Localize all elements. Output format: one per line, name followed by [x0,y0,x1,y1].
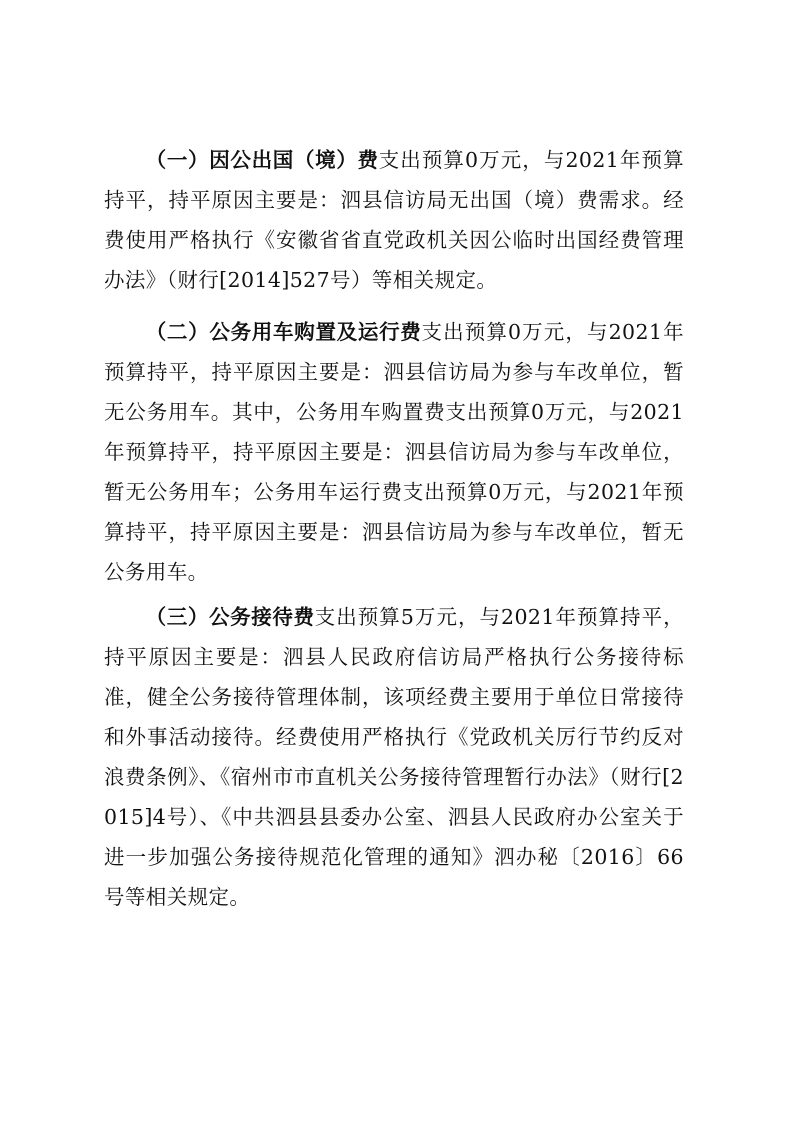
section-reception-paragraph [104,597,684,917]
section-heading: （一）因公出国（境）费 [145,148,379,172]
section-vehicle-paragraph [104,312,684,592]
section-heading: （二）公务用车购置及运行费 [145,320,422,344]
section-heading: （三）公务接待费 [145,605,315,629]
section-body: 支出预算5万元，与2021年预算持平，持平原因主要是：泗县人民政府信访局严格执行公务接待标准，健全公务接待管理体制，该项经费主要用于单位日常接待和外事活动接待。经费使用严格执行《党政机关厉行节约反对浪费条例》、《宿州市市直机关公务接待管理暂行办法》（财行[2015]4号）、《中共泗县县委办公室、泗县人民政府办公室关于进一步加强公务接待规范化管理的通知》泗办秘〔2016〕66号等相关规定。 [104,605,684,909]
section-foreign-travel-paragraph [104,140,684,300]
section-body: 支出预算0万元，与2021年预算持平，持平原因主要是：泗县信访局无出国（境）费需求。经费使用严格执行《安徽省省直党政机关因公临时出国经费管理办法》（财行[2014]527号）等相关规定。 [104,148,684,292]
section-body: 支出预算0万元，与2021年预算持平，持平原因主要是：泗县信访局为参与车改单位，暂无公务用车。其中，公务用车购置费支出预算0万元，与2021年预算持平，持平原因主要是：泗县信访局为参与车改单位，暂无公务用车；公务用车运行费支出预算0万元，与2021年预算持平，持平原因主要是：泗县信访局为参与车改单位，暂无公务用车。 [104,320,684,584]
